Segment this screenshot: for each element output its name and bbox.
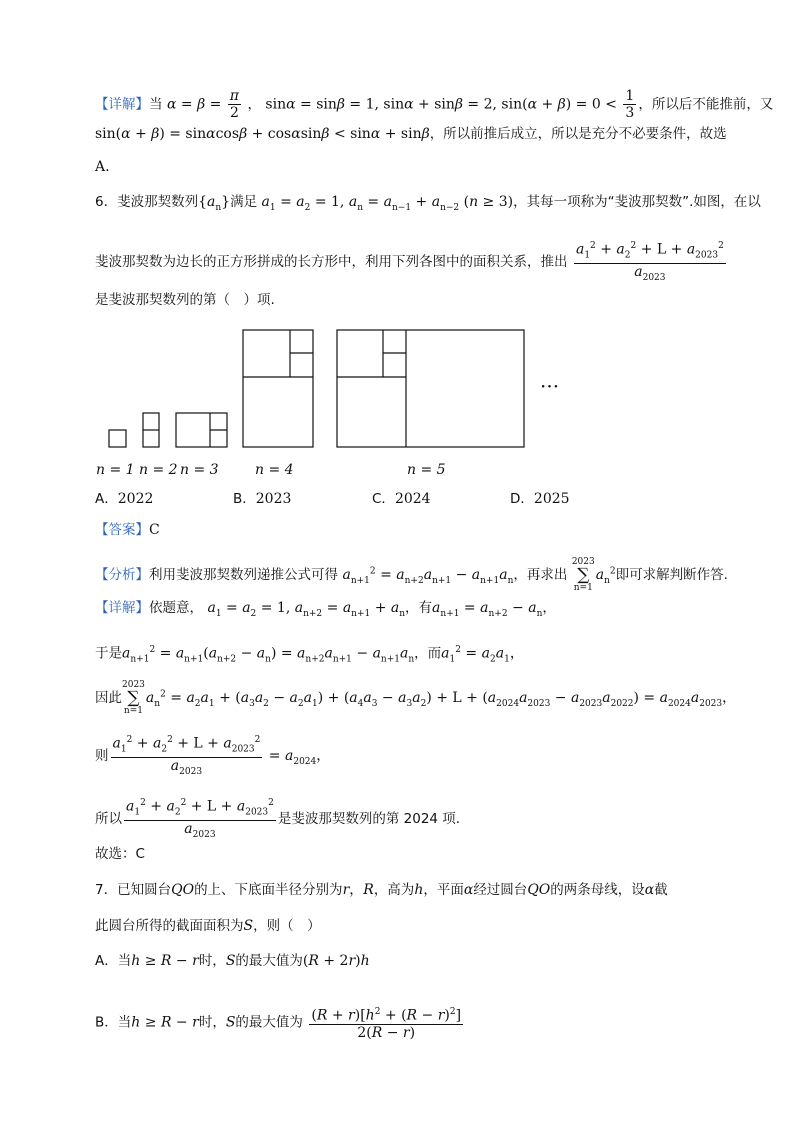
label-n2: n = 2 (139, 462, 178, 478)
label-n4: n = 4 (255, 462, 294, 478)
q5-detail-line3: A. (95, 159, 110, 175)
label-n3: n = 3 (180, 462, 219, 478)
q5-detail-line1: 【详解】当 α = β = $\frac{\pi}{2}$ ， sinα = sinβ = 1, sinα + sinβ = 2, sin(α + β) = 0 < $\frac{1}{3}$ ，所以后不能推前，又 (95, 88, 774, 121)
option-d[interactable]: D．2025 (510, 491, 570, 507)
q7-option-a[interactable]: A．当h ≥ R − r时，S的最大值为(R + 2r)h (95, 953, 370, 969)
q5-detail-line2: sin(α + β) = sinαcosβ + cosαsinβ < sinα + sinβ，所以前推后成立，所以是充分不必要条件，故选 (95, 126, 727, 142)
option-a[interactable]: A．2022 (95, 491, 154, 507)
q6-stem-line3: 是斐波那契数列的第（ ）项. (95, 292, 275, 308)
ellipsis: ··· (540, 374, 560, 398)
option-c[interactable]: C．2024 (372, 491, 431, 507)
q7-stem-line2: 此圆台所得的截面面积为S，则（ ） (95, 918, 321, 934)
q6-detail-line5: 所以 $\frac{a_1^2 + a_2^2 + L + a_{2023}^2}{a_{2023}}$ 是斐波那契数列的第 2024 项. (95, 795, 460, 843)
q6-detail-line4: 则 $\frac{a_1^2 + a_2^2 + L + a_{2023}^2}{a_{2023}}$ = $a_{2024}$， (95, 732, 330, 780)
q6-conclusion: 故选：C (95, 846, 145, 862)
q6-stem-line1: 6．斐波那契数列$\{a_n\}$满足 $a_1 = a_2 = 1$, $a_n = a_{n-1} + a_{n-2}$ (n ≥ 3)，其每一项称为“斐波那契数”.如图，在以 (95, 194, 761, 213)
label-n1: n = 1 (96, 462, 135, 478)
option-b[interactable]: B．2023 (233, 491, 292, 507)
fibonacci-rectangles-figure (0, 325, 794, 495)
q6-analysis: 【分析】利用斐波那契数列递推公式可得 $a_{n+1}^2 = a_{n+2}a_{n+1} - a_{n+1}a_n$，再求出 2023 ∑ $n=1a_n^2$即可求解判断作答. (95, 557, 728, 593)
detail-tag: 【详解】 (95, 96, 149, 113)
q6-detail-line2: 于是$a_{n+1}^2 = a_{n+1}(a_{n+2} - a_n) = a_{n+2}a_{n+1} - a_{n+1}a_n$，而$a_1^2 = a_2a_1$， (95, 645, 524, 665)
n1-square (109, 430, 126, 447)
n5-rect (337, 330, 524, 447)
q7-option-b[interactable]: B．当h ≥ R − r时，S的最大值为 $\frac{(R + r)[h^2 + (R - r)^2]}{2(R - r)}$ (95, 1004, 465, 1041)
q7-stem-line1: 7．已知圆台QO的上、下底面半径分别为r，R，高为h，平面α经过圆台QO的两条母线，设α截 (95, 882, 668, 898)
q6-detail-line1: 【详解】依题意， $a_1 = a_2 = 1$, $a_{n+2} = a_{n+1} + a_n$，有$a_{n+1} = a_{n+2} - a_n$， (95, 600, 556, 619)
q6-detail-line3: 因此2023 ∑ $n=1a_n^2 = a_2a_1 + (a_3a_2 - a_2a_1) + (a_4a_3 - a_3a_2) + L + (a_{2024}a_{2023} - a_{2023}a_{2022}) = a_{2024}a_{2023}$， (95, 680, 737, 716)
q6-answer: 【答案】C (95, 522, 160, 538)
n4-rect (243, 330, 313, 447)
label-n5: n = 5 (407, 462, 446, 478)
q6-stem-line2: 斐波那契数为边长的正方形拼成的长方形中，利用下列各图中的面积关系，推出 $\frac{a_1^2 + a_2^2 + L + a_{2023}^2}{a_{2023}}$ (95, 238, 728, 286)
